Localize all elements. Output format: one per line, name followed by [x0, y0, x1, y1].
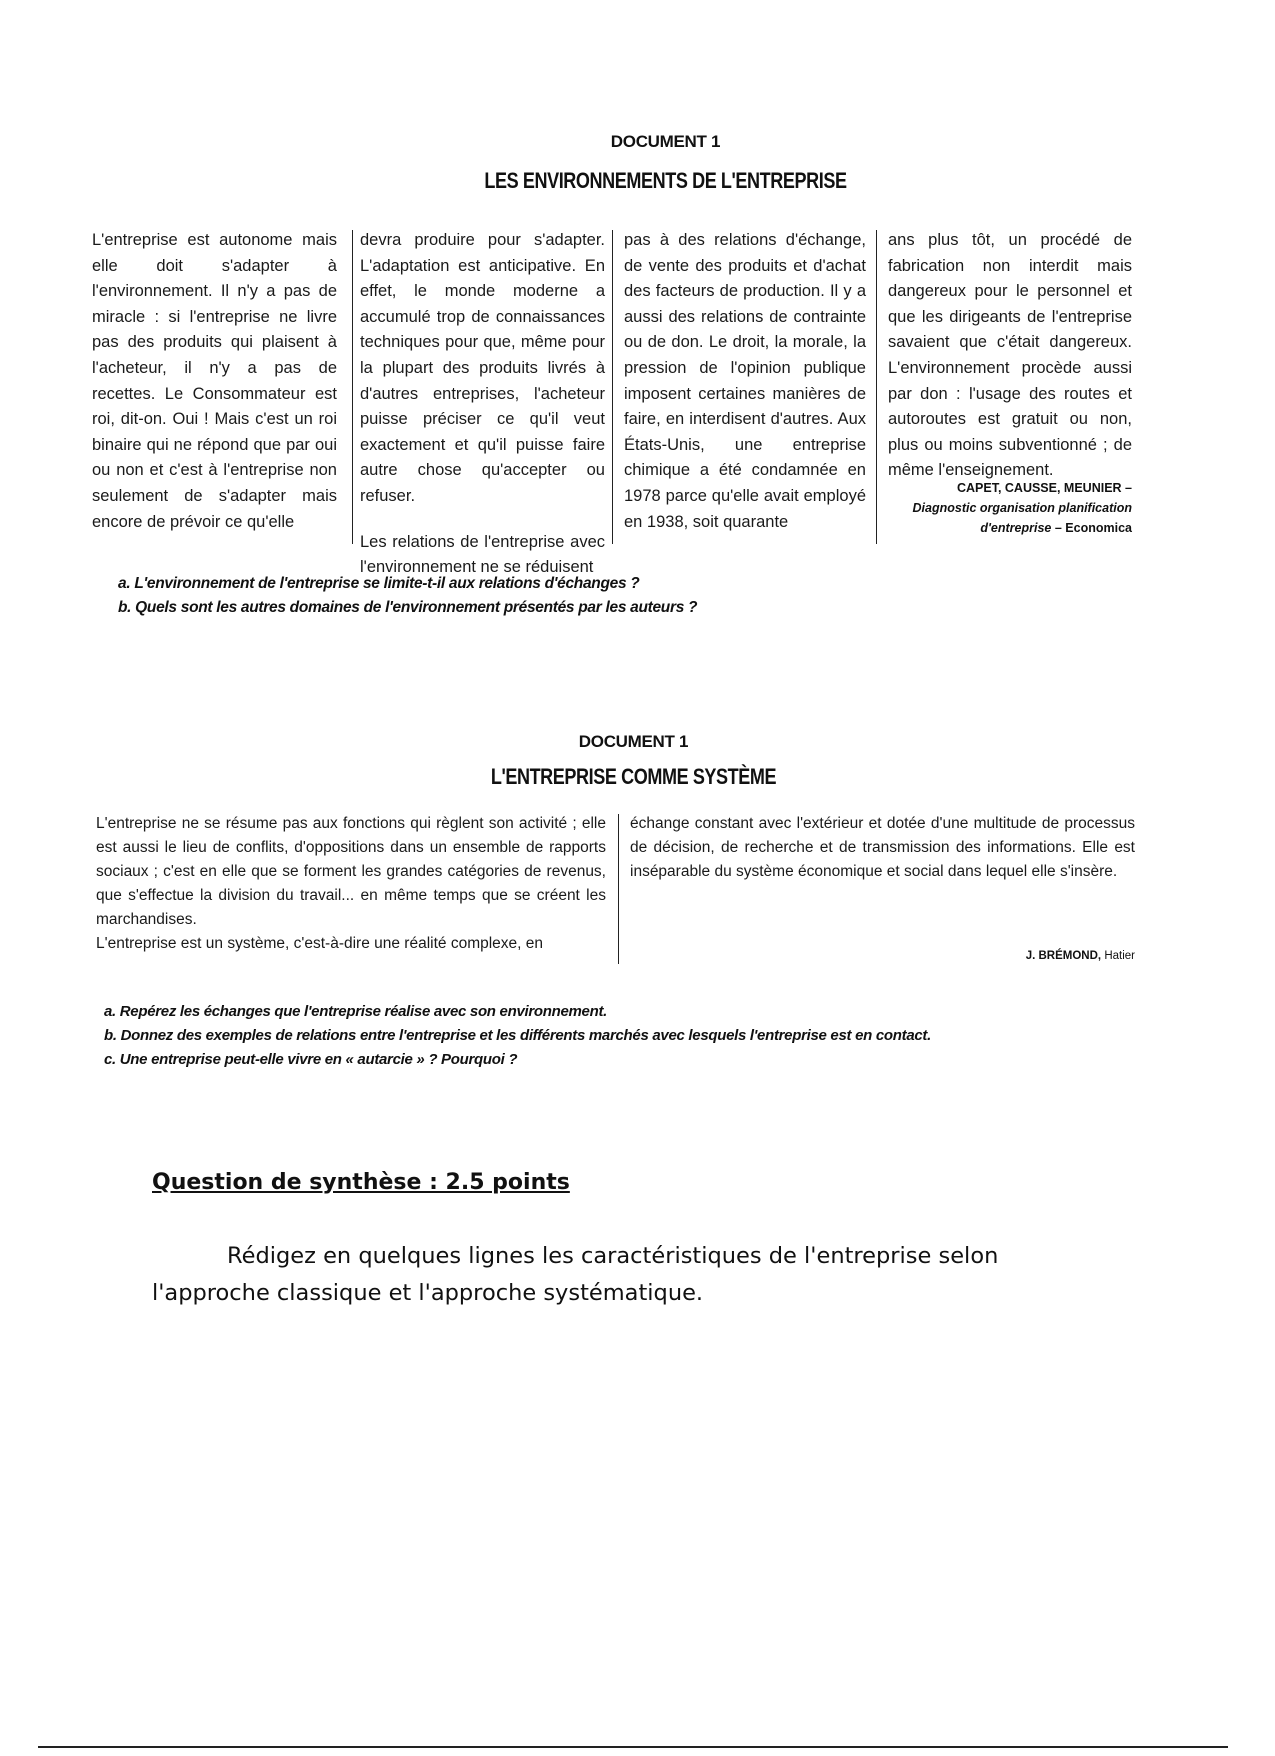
doc1-question-b: b. Quels sont les autres domaines de l'environnement présentés par les auteurs ? — [118, 599, 698, 616]
doc1-rule-1 — [352, 230, 353, 544]
synthesis-title: Question de synthèse : 2.5 points — [152, 1170, 570, 1195]
doc2-col1-text: L'entreprise ne se résume pas aux fonctions qui règlent son activité ; elle est aussi le lieu de conflits, d'oppositions dans un ensemble de rapports sociaux ; c'est en elle que se forment les grandes catégories de revenus, que s'effectue la division du travail... en même temps que se créent les marchandises. — [96, 815, 606, 928]
doc2-question-c: c. Une entreprise peut-elle vivre en « autarcie » ? Pourquoi ? — [104, 1051, 518, 1068]
doc1-label: DOCUMENT 1 — [610, 132, 721, 151]
doc1-rule-2 — [612, 230, 613, 544]
doc1-col4-text: ans plus tôt, un procédé de fabrication non interdit mais dangereux pour le personnel et que les dirigeants de l'entreprise savaient que c'était dangereux. L'environnement procède aussi par don : l'usage des routes et autoroutes est gratuit ou non, plus ou moins subventionné ; de même l'enseignement. — [888, 231, 1132, 480]
doc1-column-1 — [92, 228, 337, 535]
doc2-rule — [618, 814, 619, 964]
doc1-source-publisher: – Economica — [1054, 521, 1132, 535]
doc1-source-book: Diagnostic organisation planification d'entreprise — [912, 501, 1132, 535]
doc2-col1-text-b: L'entreprise est un système, c'est-à-dire une réalité complexe, en — [96, 935, 544, 952]
doc2-col2-text: échange constant avec l'extérieur et dotée d'une multitude de processus de décision, de recherche et de transmission des informations. Elle est inséparable du système économique et social dans lequel elle s'insère. — [630, 815, 1135, 880]
doc1-column-3 — [624, 228, 866, 535]
doc1-column-4 — [888, 228, 1132, 484]
doc1-col2-text-a: devra produire pour s'adapter. L'adaptation est anticipative. En effet, le monde moderne a accumulé trop de connaissances techniques pour que, même pour la plupart des produits livrés à d'autres entreprises, l'acheteur puisse préciser ce qu'il veut exactement et qu'il puisse faire autre chose qu'accepter ou refuser. — [360, 231, 605, 505]
doc2-question-b: b. Donnez des exemples de relations entre l'entreprise et les différents marchés avec lesquels l'entreprise est en contact. — [104, 1027, 931, 1044]
doc1-column-2 — [360, 228, 605, 581]
doc2-column-2 — [630, 812, 1135, 884]
doc1-col1-text: L'entreprise est autonome mais elle doit s'adapter à l'environnement. Il n'y a pas de miracle : si l'entreprise ne livre pas des produits qui plaisent à l'acheteur, il n'y a pas de recettes. Le Consommateur est roi, dit-on. Oui ! Mais c'est un roi binaire qui ne répond que par oui ou non et c'est à l'entreprise non seulement de s'adapter mais encore de prévoir ce qu'elle — [92, 231, 337, 531]
doc1-source — [888, 478, 1132, 538]
doc1-col3-text: pas à des relations d'échange, de vente des produits et d'achat des facteurs de production. Il y a aussi des relations de contrainte ou de don. Le droit, la morale, la pression de l'opinion publique imposent certaines manières de faire, en interdisent d'autres. Aux États-Unis, une entreprise chimique a été condamnée en 1978 parce qu'elle avait employé en 1938, soit quarante — [624, 231, 866, 531]
doc2-column-1 — [96, 812, 606, 956]
doc2-source-publisher: Hatier — [1104, 950, 1135, 962]
doc1-question-a: a. L'environnement de l'entreprise se limite-t-il aux relations d'échanges ? — [118, 575, 640, 592]
doc2-label: DOCUMENT 1 — [578, 732, 689, 751]
doc2-question-a: a. Repérez les échanges que l'entreprise réalise avec son environnement. — [104, 1003, 608, 1020]
synthesis-body: Rédigez en quelques lignes les caractéristiques de l'entreprise selon l'approche classique et l'approche systématique. — [152, 1243, 999, 1306]
doc2-title: L'ENTREPRISE COMME SYSTÈME — [490, 764, 777, 789]
doc1-rule-3 — [876, 230, 877, 544]
doc2-source — [880, 946, 1135, 966]
bottom-rule — [38, 1746, 1228, 1748]
doc1-source-authors: CAPET, CAUSSE, MEUNIER – — [956, 481, 1132, 495]
doc1-col2-text-b: Les relations de l'entreprise avec l'environnement ne se réduisent — [360, 532, 605, 577]
doc1-title: LES ENVIRONNEMENTS DE L'ENTREPRISE — [484, 168, 847, 193]
doc2-source-author: J. BRÉMOND, — [1025, 950, 1102, 962]
